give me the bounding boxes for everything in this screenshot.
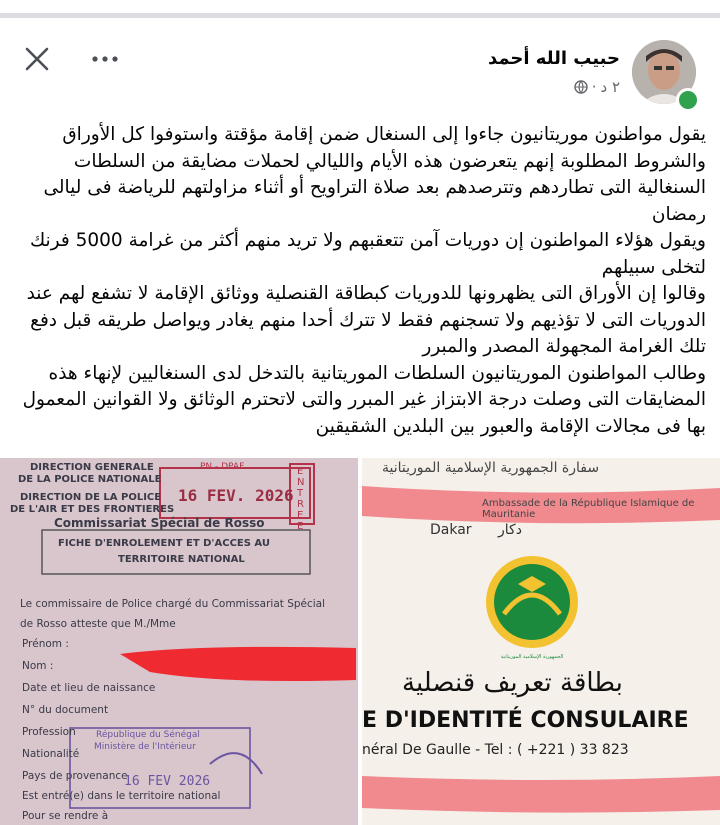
form-field: Pour se rendre à (22, 810, 109, 822)
form-body-line: Le commissaire de Police chargé du Commissariat Spécial (20, 598, 326, 610)
post-meta (574, 78, 620, 96)
form-header-line: DE LA POLICE NATIONALE (18, 474, 162, 485)
form-box-title: TERRITOIRE NATIONAL (118, 554, 245, 565)
stamp-text: République du Sénégal (96, 730, 200, 740)
card-title-arabic: بطاقة تعريف قنصلية (402, 668, 623, 698)
card-city: Dakar (430, 522, 472, 538)
date-stamp: 16 FEV. 2026 (178, 486, 294, 505)
form-header-line: DE L'AIR ET DES FRONTIERES (10, 504, 175, 515)
post-photos (0, 458, 720, 825)
form-field: Pays de provenance (22, 770, 128, 782)
form-header-line: DIRECTION DE LA POLICE (20, 492, 162, 503)
form-field: Date et lieu de naissance (22, 682, 156, 694)
form-body-line: de Rosso atteste que M./Mme (20, 618, 176, 630)
form-field: Nom : (22, 660, 54, 672)
meta-separator: · (591, 78, 597, 96)
post-paragraph: يقول مواطنون موريتانيون جاءوا إلى السنغال ضمن إقامة مؤقتة واستوفوا كل الأوراق والشروط المطلوبة إنهم يتعرضون هذه الأيام والليالي لحملات مضايقة من السلطات السنغالية التى تطاردهم وتترصدهم بعد صلاة التراويح أو أثناء مزاولتهم للرياضة فى ليالى رمضان (43, 124, 706, 225)
form-field: Prénom : (22, 638, 69, 650)
more-icon (91, 55, 119, 63)
post-header (0, 0, 720, 110)
author-name[interactable]: حبيب الله أحمد (487, 48, 620, 69)
stamp-date: 16 FEV 2026 (124, 774, 211, 789)
post-time[interactable]: ٢ د (600, 78, 620, 96)
close-button[interactable] (18, 40, 56, 78)
card-header-french: Ambassade de la République Islamique de Mauritanie (482, 498, 695, 520)
entry-stamp: ENTREE (297, 466, 305, 532)
form-box-title: FICHE D'ENROLEMENT ET D'ACCES AU (58, 538, 270, 549)
more-options-button[interactable] (86, 40, 124, 78)
close-icon (24, 46, 50, 72)
card-title-french: E D'IDENTITÉ CONSULAIRE (362, 708, 689, 733)
emblem-caption: الجمهورية الإسلامية الموريتانية (500, 654, 564, 660)
form-header-line: DIRECTION GENERALE (30, 462, 154, 473)
stamp-text: Ministère de l'Intérieur (94, 742, 196, 752)
card-address: néral De Gaulle - Tel : ( +221 ) 33 823 (362, 742, 629, 758)
form-field: Nationalité (22, 748, 80, 760)
photo-enrolment-form[interactable] (0, 458, 358, 825)
globe-icon (574, 80, 588, 94)
form-field: N° du document (22, 704, 109, 716)
photo-consular-card[interactable] (362, 458, 720, 825)
form-field: Profession (22, 726, 76, 738)
post-body (14, 122, 706, 440)
commissariat-title: Commissariat Spécial de Rosso (54, 516, 265, 530)
stamp-top: PN - DPAF (200, 462, 245, 472)
post-paragraph: وطالب المواطنون الموريتانيون السلطات الموريتانية بالتدخل لدى السنغاليين لإنهاء هذه المضايقات التى وصلت درجة الابتزاز غير المبرر والتى لاتحترم الوثائق ولا القوانين المعمول بها فى مجالات الإقامة والعبور بين البلدين الشقيقين (22, 362, 706, 437)
card-header-arabic: سفارة الجمهورية الإسلامية الموريتانية (382, 460, 600, 476)
post-paragraph: وقالوا إن الأوراق التى يظهرونها للدوريات كبطاقة القنصلية ووثائق الإقامة لا تشفع لهم عند الدوريات التى لا تؤذيهم ولا تسجنهم فقط لا تترك أحدا منهم يغادر ويواصل طريقه قبل دفع تلك الغرامة المجهولة المصدر والمبرر (26, 283, 706, 357)
form-field: Est entré(e) dans le territoire national (22, 790, 221, 802)
card-city-arabic: دكار (498, 522, 522, 538)
post-paragraph: ويقول هؤلاء المواطنون إن دوريات آمن تتعقبهم ولا تريد منهم أكثر من غرامة 5000 فرنك لتخلى سبيلهم (29, 230, 706, 278)
online-status-dot (676, 88, 700, 112)
